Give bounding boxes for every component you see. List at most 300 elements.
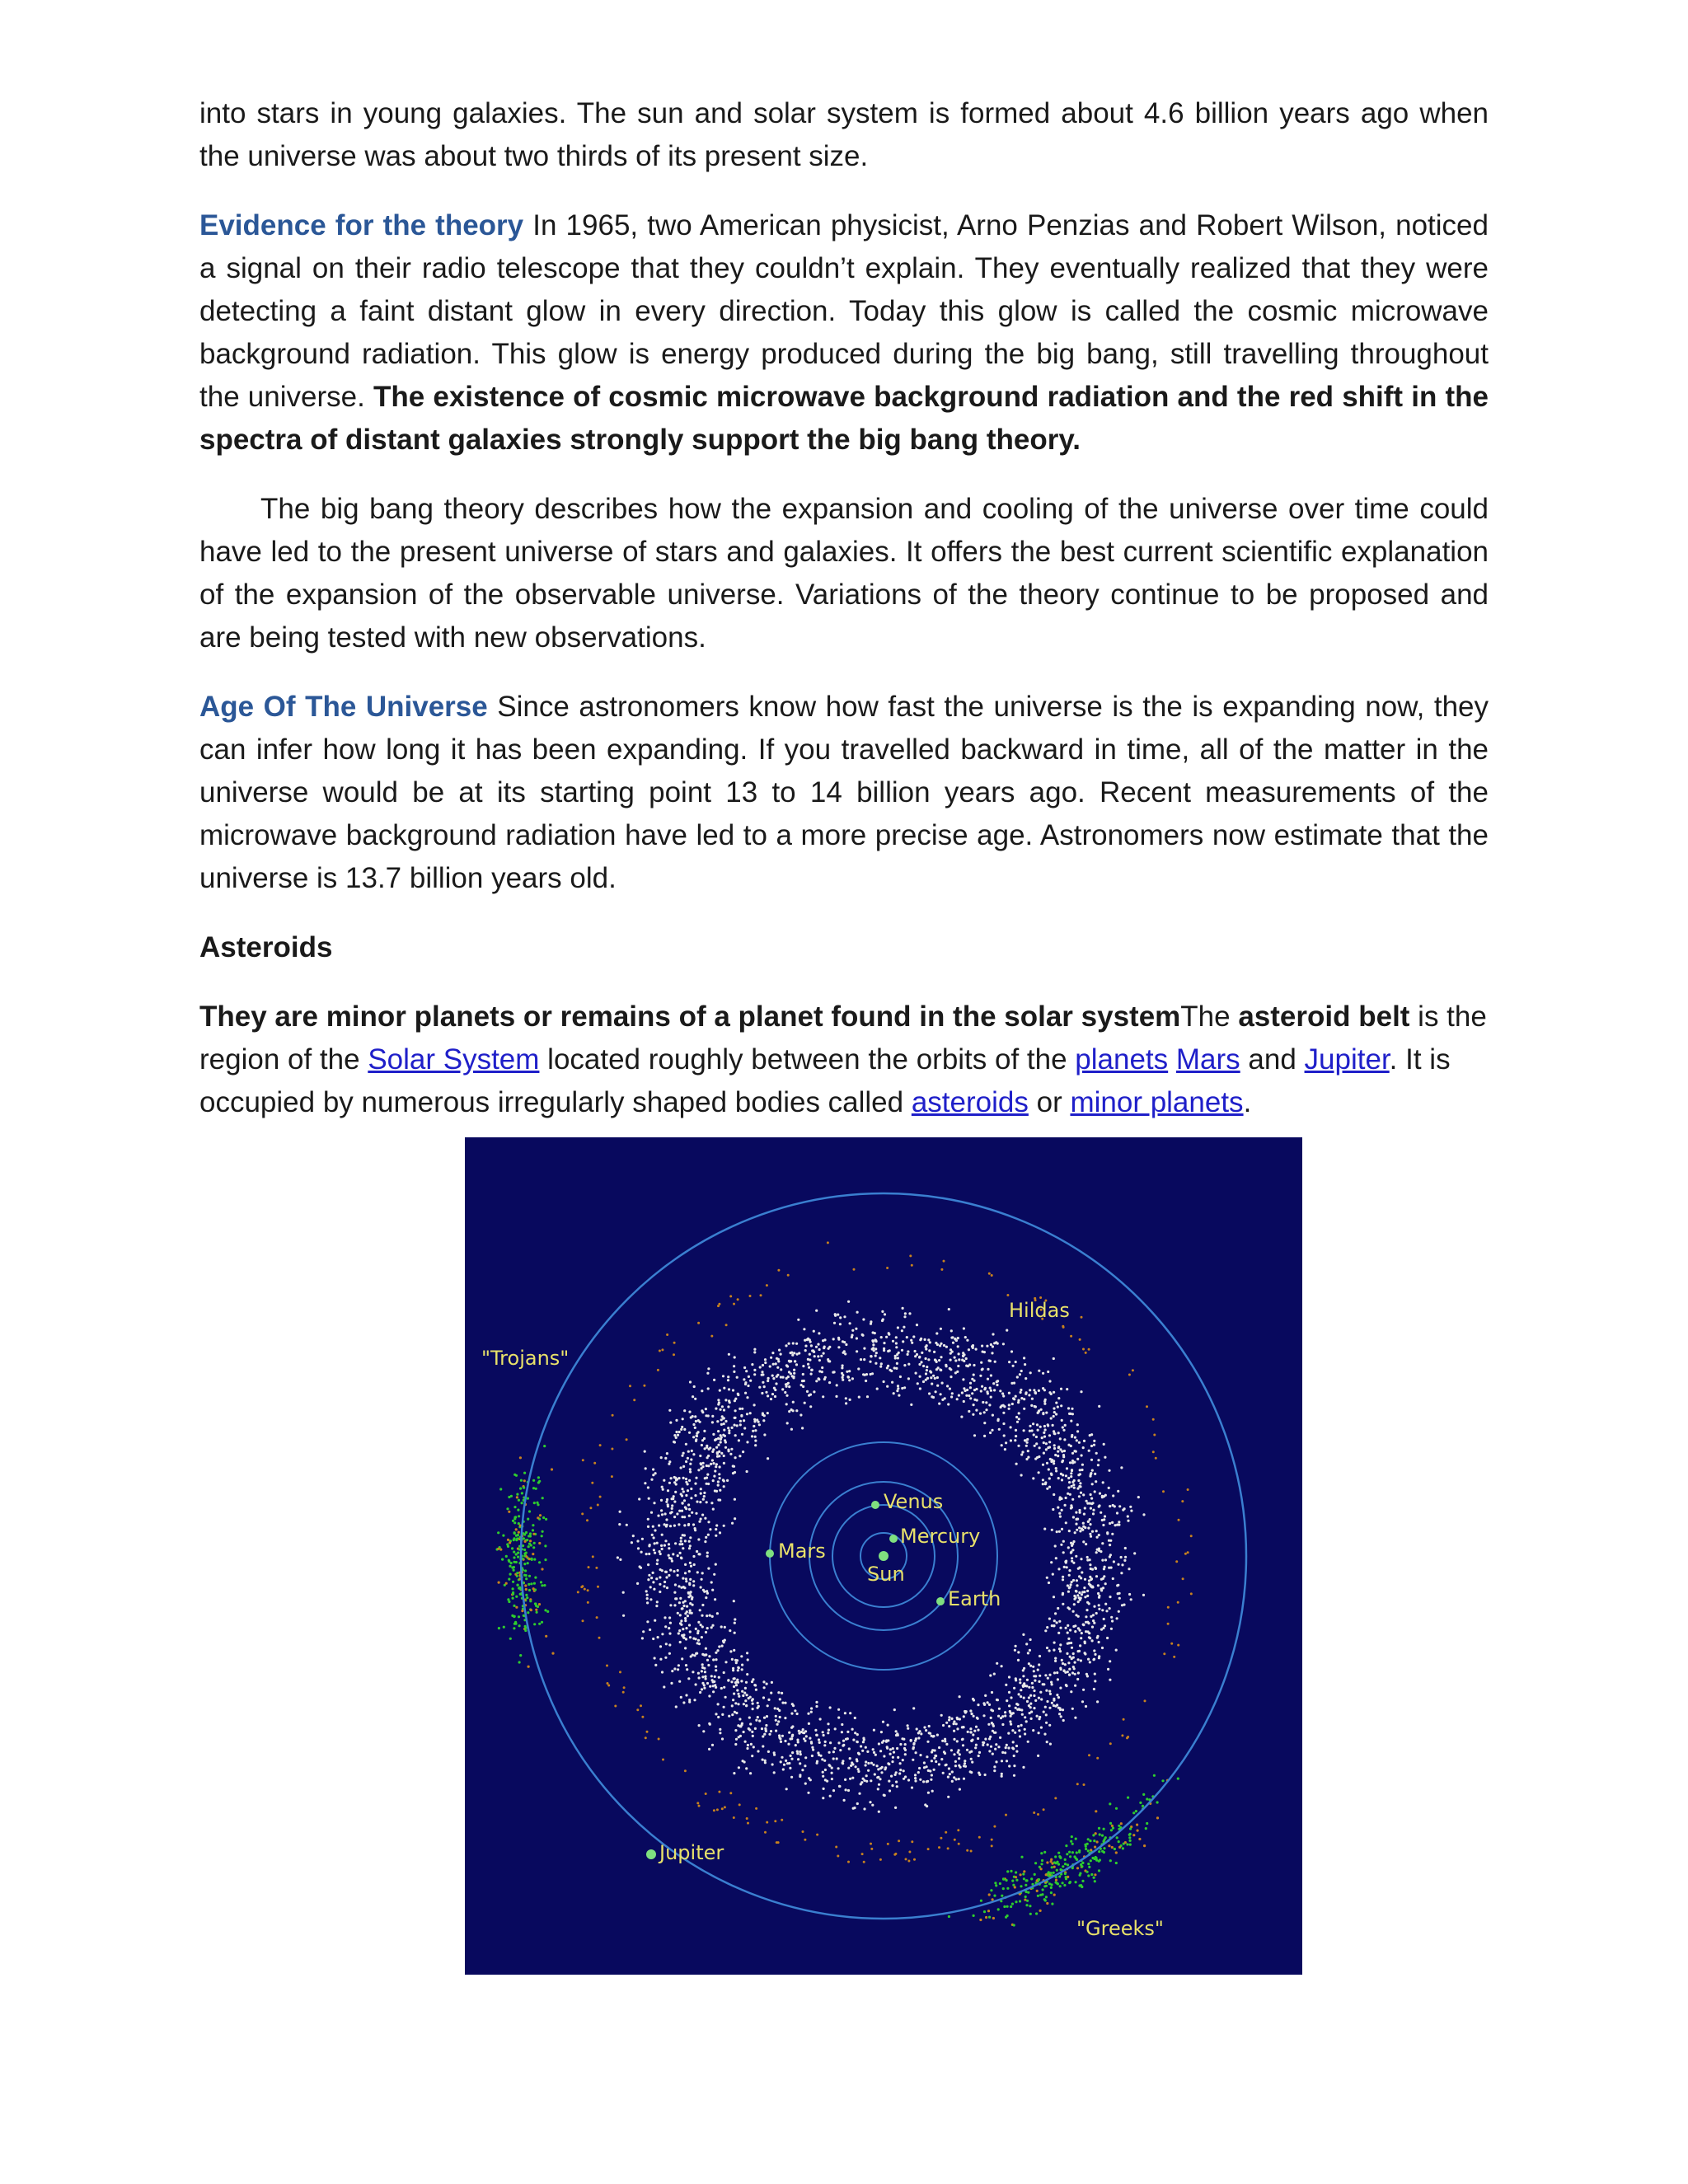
asteroid-dot [1028, 1662, 1030, 1665]
asteroid-dot [1109, 1505, 1111, 1507]
asteroid-dot [706, 1372, 709, 1375]
asteroid-dot [711, 1459, 714, 1461]
asteroid-dot [1070, 1542, 1072, 1544]
solar-system-link[interactable]: Solar System [368, 1043, 540, 1076]
asteroid-dot [1008, 1675, 1010, 1678]
asteroid-dot [706, 1615, 708, 1617]
asteroid-dot [724, 1446, 727, 1449]
asteroid-dot [990, 1343, 992, 1346]
asteroid-dot [1007, 1746, 1010, 1749]
asteroid-dot [1099, 1493, 1101, 1495]
asteroid-dot [767, 1750, 770, 1753]
greek-dot [1065, 1844, 1067, 1847]
asteroid-dot [1039, 1675, 1041, 1677]
hilda-dot [774, 1820, 776, 1822]
asteroid-dot [683, 1428, 686, 1431]
asteroid-dot [697, 1672, 700, 1675]
asteroid-dot [874, 1332, 876, 1334]
asteroid-dot [795, 1343, 798, 1345]
trojan-dot [526, 1596, 528, 1599]
trojan-dot [528, 1558, 531, 1560]
asteroid-dot [734, 1498, 736, 1501]
sun-dot [879, 1551, 889, 1561]
asteroid-dot [1008, 1361, 1010, 1363]
asteroid-dot [685, 1638, 687, 1640]
asteroid-dot [985, 1401, 987, 1404]
asteroid-dot [734, 1743, 737, 1746]
asteroid-dot [780, 1353, 782, 1356]
hilda-dot [1182, 1577, 1184, 1580]
asteroid-dot [1046, 1741, 1048, 1743]
greek-dot [1002, 1878, 1005, 1881]
asteroid-dot [753, 1420, 756, 1422]
asteroid-dot [1076, 1529, 1078, 1531]
asteroid-dot [863, 1779, 865, 1782]
trojan-dot [517, 1584, 519, 1586]
trojan-dot [531, 1558, 533, 1560]
asteroid-dot [723, 1485, 725, 1488]
asteroid-dot [917, 1736, 920, 1739]
asteroid-dot [1002, 1343, 1005, 1345]
asteroid-dot [836, 1757, 838, 1760]
hilda-dot [908, 1851, 911, 1854]
asteroid-dot [688, 1432, 691, 1434]
asteroid-dot [1090, 1445, 1093, 1447]
asteroid-dot [678, 1664, 680, 1666]
asteroid-dot [1026, 1438, 1029, 1441]
asteroid-dot [693, 1563, 696, 1566]
asteroid-dot [1066, 1388, 1068, 1390]
planets-link[interactable]: planets [1075, 1043, 1169, 1076]
asteroid-dot [716, 1420, 719, 1422]
asteroid-dot [815, 1701, 818, 1704]
asteroid-dot [828, 1751, 831, 1754]
asteroid-dot [734, 1517, 736, 1520]
asteroid-dot [834, 1313, 837, 1315]
asteroid-dot [1047, 1424, 1049, 1427]
mars-link[interactable]: Mars [1175, 1043, 1240, 1076]
asteroid-dot [807, 1713, 809, 1715]
greek-dot [1042, 1888, 1044, 1891]
asteroid-dot [1072, 1657, 1075, 1659]
greek-dot [987, 1910, 990, 1912]
greek-dot [1065, 1877, 1067, 1880]
asteroid-dot [678, 1629, 681, 1632]
asteroid-dot [701, 1663, 704, 1666]
trojan-dot [541, 1568, 543, 1570]
asteroid-dot [762, 1680, 765, 1683]
asteroid-dot [808, 1777, 810, 1779]
trojan-dot [541, 1535, 543, 1537]
asteroid-dot [940, 1758, 943, 1760]
asteroids-link[interactable]: asteroids [911, 1086, 1029, 1118]
hilda-dot [1081, 1316, 1083, 1319]
asteroid-dot [1084, 1596, 1086, 1598]
asteroid-dot [934, 1377, 936, 1380]
hilda-dot [766, 1284, 768, 1286]
asteroid-dot [950, 1718, 953, 1720]
asteroid-dot [968, 1394, 970, 1397]
greek-dot [1124, 1841, 1127, 1844]
asteroid-dot [1001, 1392, 1004, 1394]
hilda-dot [646, 1731, 649, 1733]
asteroid-dot [751, 1363, 753, 1366]
asteroid-dot [852, 1739, 855, 1741]
greek-dot [1062, 1865, 1064, 1868]
asteroid-dot [786, 1422, 789, 1424]
asteroid-dot [968, 1410, 970, 1413]
asteroid-dot [1008, 1392, 1010, 1394]
asteroid-dot [1060, 1497, 1062, 1500]
asteroid-dot [706, 1627, 709, 1629]
asteroid-dot [711, 1451, 714, 1453]
asteroid-dot [948, 1718, 950, 1721]
asteroid-dot [1032, 1422, 1034, 1425]
asteroid-dot [1080, 1659, 1082, 1661]
asteroid-dot [720, 1423, 723, 1426]
asteroid-dot [699, 1609, 701, 1611]
asteroid-dot [699, 1691, 701, 1694]
asteroid-dot [1031, 1429, 1034, 1432]
trojan-dot [505, 1555, 508, 1558]
asteroid-dot [746, 1413, 748, 1415]
asteroids-lead: They are minor planets or remains of a planet found in the solar system [199, 1001, 1181, 1033]
asteroid-dot [966, 1339, 968, 1342]
asteroid-dot [1120, 1572, 1123, 1574]
asteroid-dot [706, 1555, 709, 1558]
asteroid-dot [647, 1486, 649, 1488]
asteroid-dot [757, 1716, 759, 1718]
asteroid-dot [1043, 1711, 1045, 1713]
asteroid-dot [1020, 1724, 1023, 1727]
asteroid-dot [1006, 1699, 1008, 1702]
asteroid-dot [891, 1784, 893, 1787]
asteroid-dot [829, 1741, 832, 1744]
asteroid-dot [988, 1737, 991, 1740]
asteroid-dot [981, 1368, 983, 1371]
asteroid-dot [668, 1409, 671, 1412]
asteroid-dot [728, 1429, 730, 1432]
asteroid-dot [763, 1433, 766, 1436]
asteroid-dot [723, 1387, 725, 1390]
asteroid-dot [778, 1709, 781, 1712]
asteroid-dot [804, 1349, 807, 1352]
asteroid-dot [723, 1429, 725, 1432]
asteroid-dot [654, 1542, 656, 1544]
asteroid-dot [688, 1411, 691, 1413]
asteroid-dot [977, 1729, 979, 1732]
asteroid-dot [1061, 1509, 1063, 1511]
asteroid-dot [1116, 1511, 1118, 1514]
asteroid-dot [934, 1755, 936, 1757]
asteroid-dot [727, 1379, 729, 1381]
trojan-dot [532, 1529, 534, 1531]
asteroid-dot [991, 1352, 993, 1354]
hildas-label: Hildas [1009, 1299, 1070, 1322]
hilda-dot [879, 1858, 882, 1861]
trojan-dot [513, 1569, 515, 1572]
asteroid-dot [1004, 1751, 1006, 1754]
asteroid-dot [752, 1430, 754, 1432]
asteroid-dot [1085, 1615, 1087, 1618]
asteroid-dot [926, 1755, 928, 1758]
asteroid-dot [975, 1744, 978, 1746]
greek-dot [1006, 1905, 1009, 1908]
asteroid-dot [720, 1452, 723, 1455]
hilda-dot [1121, 1734, 1123, 1736]
asteroid-dot [668, 1574, 670, 1577]
asteroid-dot [809, 1359, 811, 1361]
asteroid-dot [679, 1641, 682, 1643]
asteroid-dot [903, 1364, 906, 1366]
asteroid-dot [1097, 1459, 1100, 1461]
hilda-dot [582, 1459, 584, 1461]
asteroid-dot [1034, 1445, 1036, 1447]
asteroid-dot [1108, 1567, 1110, 1569]
asteroid-dot [649, 1586, 652, 1588]
asteroid-dot [681, 1543, 683, 1545]
greek-dot [1127, 1797, 1129, 1799]
asteroid-dot [701, 1411, 704, 1413]
asteroid-dot [1062, 1708, 1064, 1711]
asteroid-dot [1087, 1658, 1090, 1661]
asteroid-dot [764, 1361, 767, 1364]
asteroid-dot [734, 1417, 736, 1419]
trojan-dot [515, 1553, 518, 1555]
greek-dot [1006, 1887, 1009, 1890]
asteroid-dot [1085, 1630, 1087, 1633]
asteroid-dot [680, 1493, 682, 1495]
asteroid-dot [1048, 1618, 1051, 1620]
asteroid-dot [705, 1596, 707, 1599]
asteroid-dot [972, 1347, 974, 1349]
asteroid-dot [1024, 1439, 1026, 1441]
asteroid-dot [661, 1534, 663, 1536]
asteroid-dot [842, 1740, 845, 1742]
asteroid-dot [717, 1444, 720, 1446]
asteroid-dot [1022, 1766, 1025, 1769]
trojan-dot [538, 1623, 541, 1625]
asteroid-dot [808, 1722, 810, 1725]
asteroid-dot [688, 1540, 691, 1543]
trojan-dot [523, 1487, 525, 1489]
asteroid-dot [1078, 1591, 1081, 1594]
trojan-dot [515, 1596, 518, 1598]
hilda-dot [598, 1637, 601, 1639]
asteroid-dot [1006, 1744, 1008, 1746]
asteroid-dot [757, 1421, 760, 1423]
asteroid-dot [1064, 1663, 1067, 1666]
asteroid-dot [1069, 1629, 1071, 1631]
asteroid-dot [865, 1373, 868, 1376]
asteroid-dot [717, 1498, 720, 1501]
greek-dot [990, 1889, 992, 1891]
asteroid-dot [705, 1631, 707, 1633]
asteroid-dot [646, 1597, 649, 1600]
asteroid-dot [1094, 1473, 1096, 1475]
asteroid-dot [1055, 1402, 1057, 1404]
trojan-dot [534, 1577, 537, 1579]
asteroid-dot [1071, 1544, 1073, 1547]
asteroid-dot [991, 1691, 993, 1694]
asteroid-dot [804, 1765, 806, 1767]
asteroid-dot [912, 1707, 915, 1709]
asteroid-dot [1110, 1628, 1113, 1630]
asteroid-dot [889, 1753, 892, 1755]
asteroid-dot [1067, 1671, 1069, 1673]
asteroid-dot [1080, 1492, 1082, 1494]
asteroid-dot [1028, 1704, 1030, 1707]
asteroid-dot [899, 1769, 902, 1771]
asteroid-dot [863, 1807, 865, 1810]
trojan-dot [513, 1605, 515, 1607]
asteroid-dot [961, 1359, 964, 1361]
asteroid-dot [1001, 1751, 1004, 1754]
asteroid-dot [790, 1755, 792, 1757]
asteroid-dot [938, 1359, 940, 1361]
asteroid-dot [1003, 1405, 1006, 1408]
asteroid-dot [1108, 1540, 1110, 1542]
asteroid-dot [761, 1392, 763, 1394]
asteroid-dot [675, 1419, 678, 1422]
greek-dot [992, 1898, 994, 1900]
asteroid-dot [663, 1544, 666, 1547]
asteroid-dot [702, 1589, 705, 1591]
asteroid-dot [1015, 1677, 1017, 1680]
asteroid-dot [928, 1349, 931, 1352]
asteroid-dot [674, 1583, 677, 1586]
asteroid-dot [841, 1372, 843, 1375]
hilda-dot [1079, 1338, 1081, 1341]
trojan-dot [512, 1597, 514, 1600]
asteroid-dot [721, 1737, 724, 1740]
asteroid-dot [671, 1507, 673, 1510]
minor-planets-link[interactable]: minor planets [1070, 1086, 1244, 1118]
asteroid-dot [969, 1727, 972, 1730]
asteroid-dot [927, 1769, 930, 1772]
asteroid-dot [901, 1329, 903, 1332]
asteroid-dot [779, 1737, 781, 1740]
asteroid-dot [930, 1779, 932, 1781]
asteroid-dot [705, 1536, 707, 1539]
asteroid-dot [955, 1339, 958, 1342]
asteroid-dot [1042, 1479, 1044, 1481]
asteroid-dot [715, 1463, 718, 1465]
asteroid-dot [1013, 1755, 1015, 1757]
asteroid-dot [886, 1746, 889, 1748]
asteroid-dot [1083, 1513, 1085, 1516]
greek-dot [1114, 1848, 1116, 1850]
asteroid-dot [970, 1740, 973, 1742]
asteroid-dot [1093, 1658, 1095, 1661]
asteroid-dot [1029, 1712, 1031, 1714]
hilda-dot [1167, 1606, 1170, 1609]
asteroid-dot [663, 1616, 666, 1619]
asteroid-dot [719, 1531, 721, 1534]
greek-dot [1075, 1881, 1077, 1883]
asteroid-dot [684, 1563, 687, 1566]
asteroid-dot [935, 1760, 937, 1763]
asteroid-dot [785, 1377, 788, 1380]
asteroid-dot [1030, 1718, 1033, 1720]
asteroid-dot [964, 1710, 966, 1713]
asteroid-dot [1133, 1552, 1136, 1554]
asteroid-dot [870, 1323, 872, 1325]
asteroid-dot [738, 1718, 741, 1720]
trojan-dot [523, 1615, 525, 1617]
asteroid-dot [803, 1328, 805, 1330]
asteroid-dot [1043, 1733, 1046, 1736]
asteroid-dot [650, 1511, 653, 1514]
jupiter-link[interactable]: Jupiter [1304, 1043, 1390, 1076]
asteroid-dot [851, 1777, 854, 1779]
asteroid-dot [1069, 1656, 1071, 1658]
asteroid-dot [845, 1343, 847, 1346]
asteroid-dot [820, 1355, 823, 1357]
trojan-dot [497, 1548, 499, 1550]
asteroid-dot [728, 1432, 730, 1434]
asteroid-dot [1076, 1584, 1078, 1586]
asteroid-dot [936, 1734, 939, 1736]
asteroid-dot [697, 1469, 700, 1471]
asteroid-dot [695, 1477, 697, 1479]
asteroid-dot [1102, 1481, 1104, 1483]
asteroid-dot [1116, 1584, 1118, 1586]
mercury-label: Mercury [900, 1525, 981, 1548]
asteroid-dot [723, 1422, 725, 1425]
asteroid-dot [808, 1366, 810, 1369]
trojan-dot [528, 1575, 531, 1577]
asteroid-dot [775, 1382, 777, 1385]
asteroid-dot [963, 1400, 965, 1403]
asteroid-dot [1039, 1446, 1041, 1449]
hilda-dot [1184, 1553, 1187, 1555]
asteroid-dot [789, 1767, 791, 1769]
asteroid-dot [706, 1477, 708, 1479]
hilda-dot [853, 1268, 856, 1271]
trojan-dot [532, 1533, 535, 1535]
asteroid-dot [891, 1381, 893, 1384]
asteroid-dot [1129, 1506, 1132, 1508]
asteroid-dot [736, 1424, 738, 1427]
evidence-text: In 1965, two American physicist, Arno Penzias and Robert Wilson, noticed a signal on their radio telescope that they couldn’t explain. They eventually realized that they were detecting a faint distant glow in every direction. Today this glow is called the cosmic microwave background radiation. This glow is energy produced during the big bang, still travelling throughout the universe. [199, 209, 1489, 413]
asteroid-dot [810, 1707, 813, 1709]
asteroid-dot [696, 1550, 698, 1553]
asteroid-dot [874, 1754, 877, 1756]
hilda-dot [1155, 1457, 1157, 1460]
asteroid-dot [837, 1314, 839, 1316]
greek-dot [1029, 1913, 1032, 1915]
asteroid-dot [1045, 1412, 1048, 1414]
asteroid-dot [709, 1685, 711, 1688]
asteroid-dot [807, 1363, 809, 1366]
asteroid-dot [713, 1379, 715, 1381]
trojan-dot [518, 1499, 520, 1502]
asteroid-dot [757, 1702, 759, 1704]
asteroid-dot [833, 1322, 836, 1324]
trojan-dot [528, 1535, 530, 1537]
hilda-dot [938, 1846, 940, 1849]
asteroid-dot [1088, 1579, 1090, 1582]
asteroid-dot [1005, 1684, 1007, 1686]
age-text: Since astronomers know how fast the universe is the is expanding now, they can infer how long it has been expanding. If you travelled backward in time, all of the matter in the universe would be at its starting point 13 to 14 billion years ago. Recent measurements of the microwave background radiation have led to a more precise age. Astronomers now estimate that the universe is 13.7 billion years old. [199, 691, 1489, 894]
asteroid-dot [700, 1467, 702, 1469]
asteroid-belt-figure [465, 1137, 1302, 1975]
asteroid-dot [732, 1699, 734, 1701]
hilda-dot [591, 1482, 593, 1484]
asteroid-dot [936, 1376, 939, 1379]
asteroid-dot [815, 1310, 818, 1312]
